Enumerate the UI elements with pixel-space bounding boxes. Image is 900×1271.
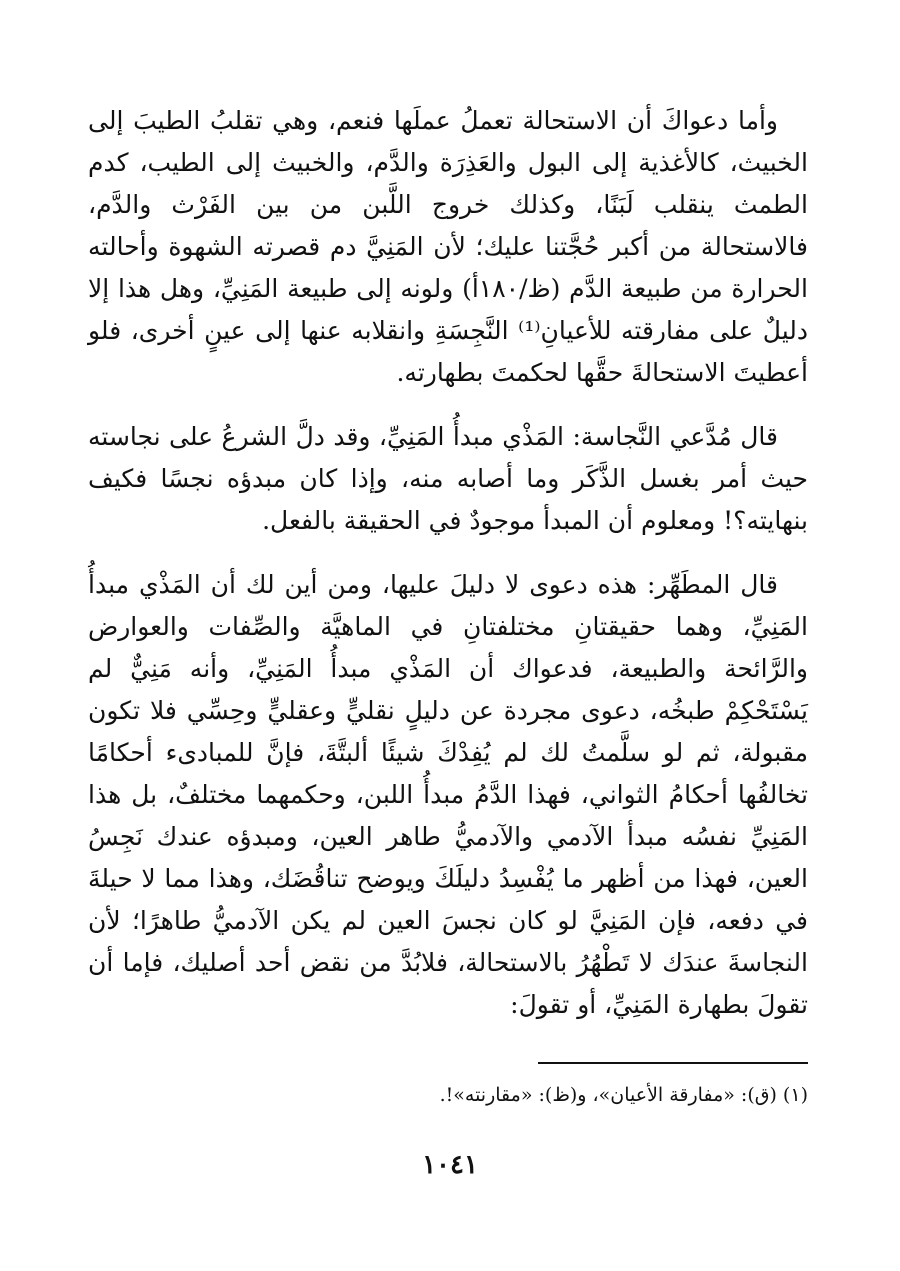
footnote: (١) (ق): «مفارقة الأعيان»، و(ظ): «مقارنته»!.	[439, 1084, 808, 1106]
paragraph-1: وأما دعواكَ أن الاستحالة تعملُ عملَها فنعم، وهي تقلبُ الطيبَ إلى الخبيث، كالأغذية إلى البول والعَذِرَة والدَّم، والخبيث إلى الطيب، كدم الطمث ينقلب لَبَنًا، وكذلك خروج اللَّبن من بين الفَرْث والدَّم، فالاستحالة من أكبر حُجَّتنا عليك؛ لأن المَنِيَّ دم قصرته الشهوة وأحالته الحرارة من طبيعة الدَّم (ظ/١٨٠أ) ولونه إلى طبيعة المَنِيِّ، وهل هذا إلا دليلٌ على مفارقته للأعيانِ⁽¹⁾ النَّجِسَةِ وانقلابه عنها إلى عينٍ أخرى، فلو أعطيتَ الاستحالةَ حقَّها لحكمتَ بطهارته.	[88, 106, 808, 387]
footnote-divider	[538, 1062, 808, 1064]
paragraph-3: قال المطَهِّر: هذه دعوى لا دليلَ عليها، ومن أين لك أن المَذْي مبدأُ المَنِيِّ، وهما حقيقتانِ مختلفتانِ في الماهيَّة والصِّفات والعوارض والرَّائحة والطبيعة، فدعواك أن المَذْي مبدأُ المَنِيِّ، وأنه مَنِيٌّ لم يَسْتَحْكِمْ طبخُه، دعوى مجردة عن دليلٍ نقليٍّ وعقليٍّ وحِسِّي فلا تكون مقبولة، ثم لو سلَّمتُ لك لم يُفِدْكَ شيئًا ألبتَّةَ، فإنَّ للمبادىء أحكامًا تخالفُها أحكامُ الثواني، فهذا الدَّمُ مبدأُ اللبن، وحكمهما مختلفٌ، بل هذا المَنِيِّ نفسُه مبدأ الآدمي والآدميُّ طاهر العين، ومبدؤه عندك نَجِسُ العين، فهذا من أظهر ما يُفْسِدُ دليلَكَ ويوضح تناقُضَك، وهذا مما لا حيلةَ في دفعه، فإن المَنِيَّ لو كان نجسَ العين لم يكن الآدميُّ طاهرًا؛ لأن النجاسةَ عندَك لا تَطْهُرُ بالاستحالة، فلابُدَّ من نقض أحد أصليك، فإما أن تقولَ بطهارة المَنِيِّ، أو تقولَ:	[88, 570, 808, 1019]
paragraph-2: قال مُدَّعي النَّجاسة: المَذْي مبدأُ المَنِيِّ، وقد دلَّ الشرعُ على نجاسته حيث أمر بغسل الذَّكَر وما أصابه منه، وإذا كان مبدؤه نجسًا فكيف بنهايته؟! ومعلوم أن المبدأ موجودٌ في الحقيقة بالفعل.	[88, 422, 808, 535]
main-text	[88, 100, 808, 1026]
page-number: ١٠٤١	[422, 1150, 478, 1180]
